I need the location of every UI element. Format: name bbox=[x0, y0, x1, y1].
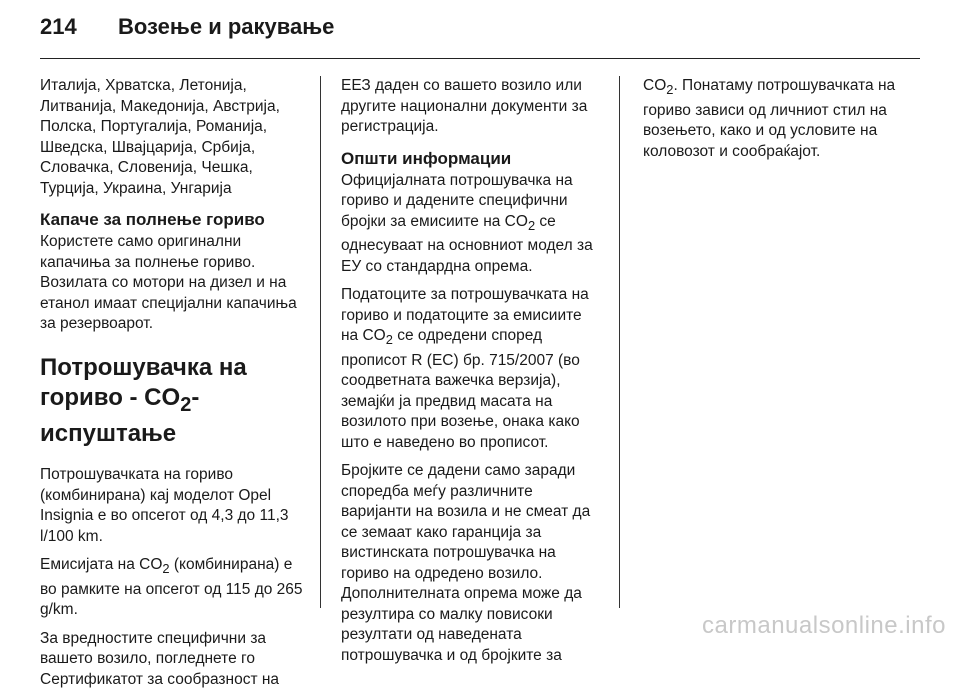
emission-text-a: Емисијата на CO bbox=[40, 556, 163, 574]
consumption-heading-line1: Потрошувачка на bbox=[40, 353, 247, 381]
consumption-paragraph: Потрошувачката на гориво (комбинирана) кај моделот Opel Insignia е во опсегот од 4,3 до 11,3 l/100 km. bbox=[40, 466, 289, 545]
emission-paragraph bbox=[40, 555, 308, 621]
column-divider-1 bbox=[320, 76, 321, 608]
section-title: Возење и ракување bbox=[118, 14, 335, 39]
data-paragraph bbox=[341, 285, 603, 453]
co2-subscript: 2 bbox=[666, 82, 674, 98]
official-paragraph bbox=[341, 171, 603, 278]
column-2 bbox=[341, 76, 603, 674]
continuation-text-b: . Понатаму потрошувачката на гориво зависи од личниот стил на возењето, како и од условите на коловозот и сообраќајот. bbox=[643, 77, 896, 160]
consumption-heading-line2b: -испуштање bbox=[40, 383, 200, 448]
general-info-heading: Општи информации bbox=[341, 148, 512, 168]
page-header bbox=[40, 14, 334, 46]
watermark: carmanualsonline.info bbox=[702, 612, 946, 639]
data-text-a: Податоците за потрошувачката на гориво и податоците за емисиите на CO bbox=[341, 286, 589, 345]
countries-paragraph: Италија, Хрватска, Летонија, Литванија, Македонија, Австрија, Полска, Португалија, Романија, Шведска, Швајцарија, Србија, Словачка, Словенија, Чешка, Турција, Украина, Унгарија bbox=[40, 77, 280, 197]
column-divider-2 bbox=[619, 76, 620, 608]
data-text-b: се одредени според прописот R (EC) бр. 715/2007 (во соодветната важечка верзија), земајќи ја предвид масата на возилото при возење, онака како што е наведено во прописот. bbox=[341, 327, 580, 451]
co2-subscript: 2 bbox=[162, 561, 170, 577]
fuel-caps-paragraph: Користете само оригинални капачиња за полнење гориво. Возилата со мотори на дизел и на етанол имаат специјални капачиња за резервоарот. bbox=[40, 233, 297, 332]
continuation-paragraph bbox=[643, 76, 913, 162]
eec-paragraph: ЕЕЗ даден со вашето возило или другите национални документи за регистрација. bbox=[341, 77, 588, 135]
consumption-heading bbox=[40, 353, 308, 450]
co2-subscript: 2 bbox=[180, 393, 192, 416]
official-text-a: Официјалната потрошувачка на гориво и дадените специфични бројки за емисиите на CO bbox=[341, 171, 573, 230]
emission-text-b: (комбинирана) е во рамките на опсегот од 115 до 265 g/km. bbox=[40, 556, 303, 619]
column-1 bbox=[40, 76, 308, 698]
fuel-caps-heading: Капаче за полнење гориво bbox=[40, 210, 265, 229]
co2-subscript: 2 bbox=[527, 217, 536, 233]
continuation-text-a: CO bbox=[643, 77, 667, 94]
consumption-heading-line2a: гориво - CO bbox=[40, 383, 181, 411]
figures-paragraph: Бројките се дадени само заради споредба меѓу различните варијанти на возила и не смеат да се земаат како гаранција за вистинската потрошувачка на гориво на одредено возило. Дополнителната опрема може да резултира со малку повисоки резултати од наведената потрошувачка и од бројките за bbox=[341, 462, 591, 664]
specific-values-paragraph: За вредностите специфични за вашето возило, погледнете го Сертификатот за сообразност на bbox=[40, 629, 280, 688]
page-number: 214 bbox=[40, 14, 77, 39]
column-3 bbox=[643, 76, 913, 170]
header-rule bbox=[40, 58, 920, 59]
official-text-b: се однесуваат на основниот модел за ЕУ со стандардна опрема. bbox=[341, 212, 593, 275]
co2-subscript: 2 bbox=[385, 332, 393, 348]
